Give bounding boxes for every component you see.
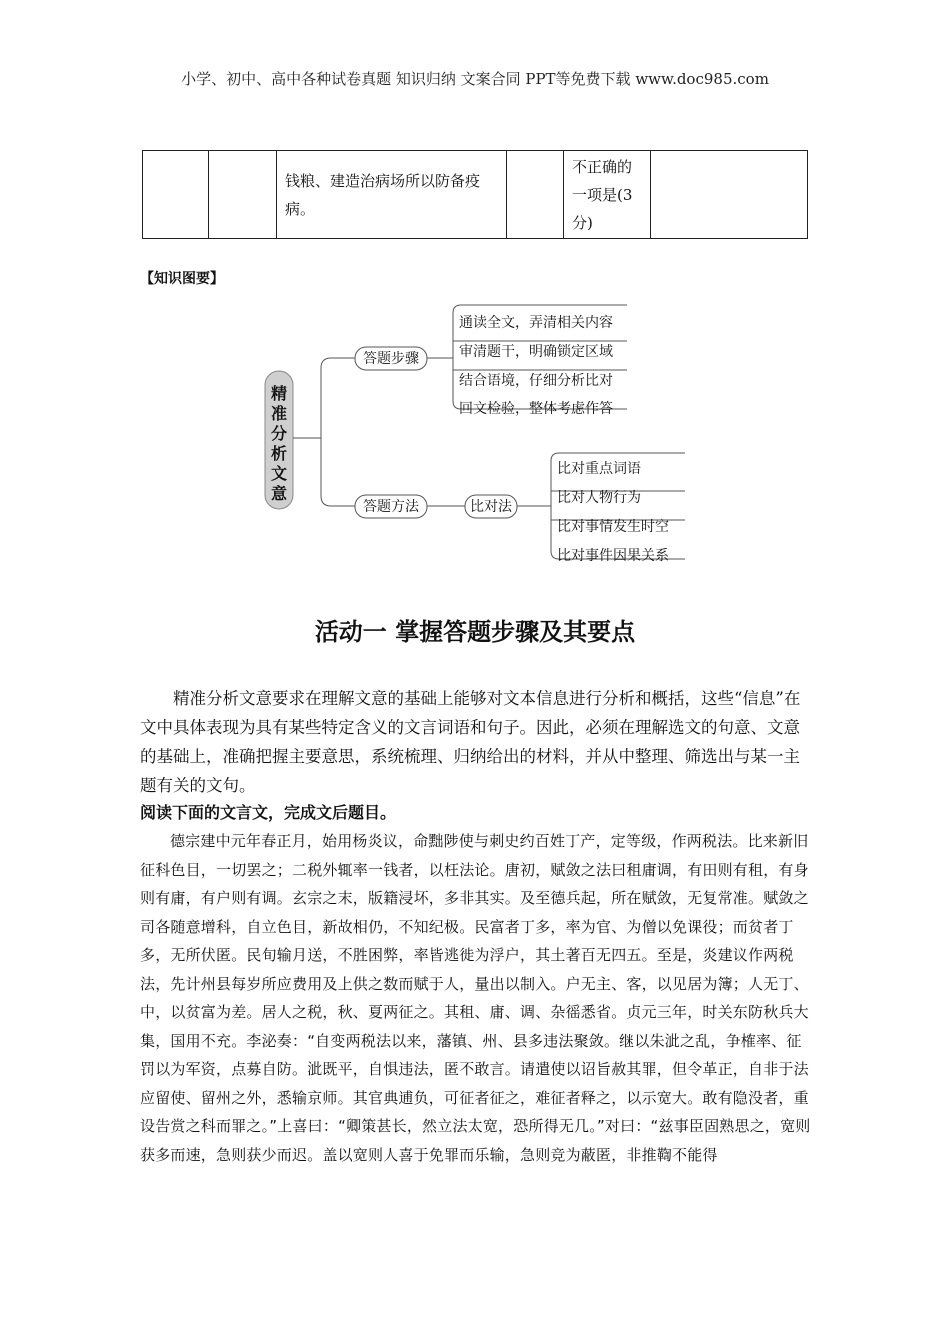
question-table-fragment bbox=[142, 150, 808, 239]
table-cell: 不正确的一项是(3分) bbox=[564, 151, 651, 239]
branch-answer-method-label: 答题方法 bbox=[363, 499, 419, 515]
method-item: 比对人物行为 bbox=[557, 490, 641, 506]
mindmap-root-char: 意 bbox=[270, 484, 288, 503]
reading-instruction: 阅读下面的文言文，完成文后题目。 bbox=[140, 803, 397, 822]
mindmap-root-char: 准 bbox=[270, 404, 288, 423]
intro-paragraph: 精准分析文意要求在理解文意的基础上能够对文本信息进行分析和概括，这些“信息”在文中具体表现为具有某些特定含义的文言词语和句子。因此，必须在理解选文的句意、文意的基础上，准确把握主要意思，系统梳理、归纳给出的材料，并从中整理、筛选出与某一主题有关的文句。 bbox=[140, 689, 801, 795]
classical-passage: 德宗建中元年春正月，始用杨炎议，命黜陟使与刺史约百姓丁产，定等级，作两税法。比来新旧征科色目，一切罢之；二税外辄率一钱者，以枉法论。唐初，赋敛之法曰租庸调，有田则有租，有身则有庸，有户则有调。玄宗之末，版籍浸坏，多非其实。及至德兵起，所在赋敛，无复常准。赋敛之司各随意增科，自立色目，新故相仍，不知纪极。民富者丁多，率为官、为僧以免课役；而贫者丁多，无所伏匿。民旬输月送，不胜困弊，率皆逃徙为浮户，其土著百无四五。至是，炎建议作两税法，先计州县每岁所应费用及上供之数而赋于人，量出以制入。户无主、客，以见居为簿；人无丁、中，以贫富为差。居人之税，秋、夏两征之。其租、庸、调、杂徭悉省。贞元三年，时关东防秋兵大集，国用不充。李泌奏：“自变两税法以来，藩镇、州、县多违法聚敛。继以朱泚之乱，争榷率、征罚以为军资，点募自防。泚既平，自惧违法，匿不敢言。请遣使以诏旨赦其罪，但令革正，自非于法应留使、留州之外，悉输京师。其官典逋负，可征者征之，难征者释之，以示宽大。敢有隐没者，重设告赏之科而罪之。”上喜曰：“卿策甚长，然立法太宽，恐所得无几。”对曰：“兹事臣固熟思之，宽则获多而速，急则获少而迟。盖以宽则人喜于免罪而乐输，急则竞为蔽匿，非推鞫不能得 bbox=[140, 832, 811, 1164]
table-cell bbox=[507, 151, 564, 239]
mindmap-root-char: 分 bbox=[270, 424, 288, 443]
mindmap-root-char: 文 bbox=[270, 464, 288, 483]
table-cell bbox=[209, 151, 277, 239]
mindmap-root-char: 析 bbox=[270, 444, 288, 463]
table-cell bbox=[143, 151, 209, 239]
step-item: 审清题干，明确锁定区域 bbox=[459, 344, 613, 360]
step-item: 通读全文，弄清相关内容 bbox=[459, 315, 613, 331]
knowledge-mindmap bbox=[255, 296, 695, 571]
method-item: 比对事情发生时空 bbox=[557, 519, 669, 535]
method-compare-label: 比对法 bbox=[470, 499, 512, 515]
method-item: 比对重点词语 bbox=[557, 461, 641, 477]
section-label: 【知识图要】 bbox=[140, 271, 224, 287]
activity-title: 活动一 掌握答题步骤及其要点 bbox=[314, 617, 636, 646]
branch-answer-steps-label: 答题步骤 bbox=[363, 351, 419, 367]
mindmap-root-char: 精 bbox=[270, 384, 288, 403]
method-item: 比对事件因果关系 bbox=[557, 548, 669, 564]
table-cell bbox=[651, 151, 808, 239]
page-header: 小学、初中、高中各种试卷真题 知识归纳 文案合同 PPT等免费下载 www.doc985.com bbox=[181, 70, 769, 88]
step-item: 回文检验，整体考虑作答 bbox=[459, 401, 613, 417]
table-cell: 钱粮、建造治病场所以防备疫病。 bbox=[277, 151, 507, 239]
step-item: 结合语境，仔细分析比对 bbox=[459, 373, 613, 389]
